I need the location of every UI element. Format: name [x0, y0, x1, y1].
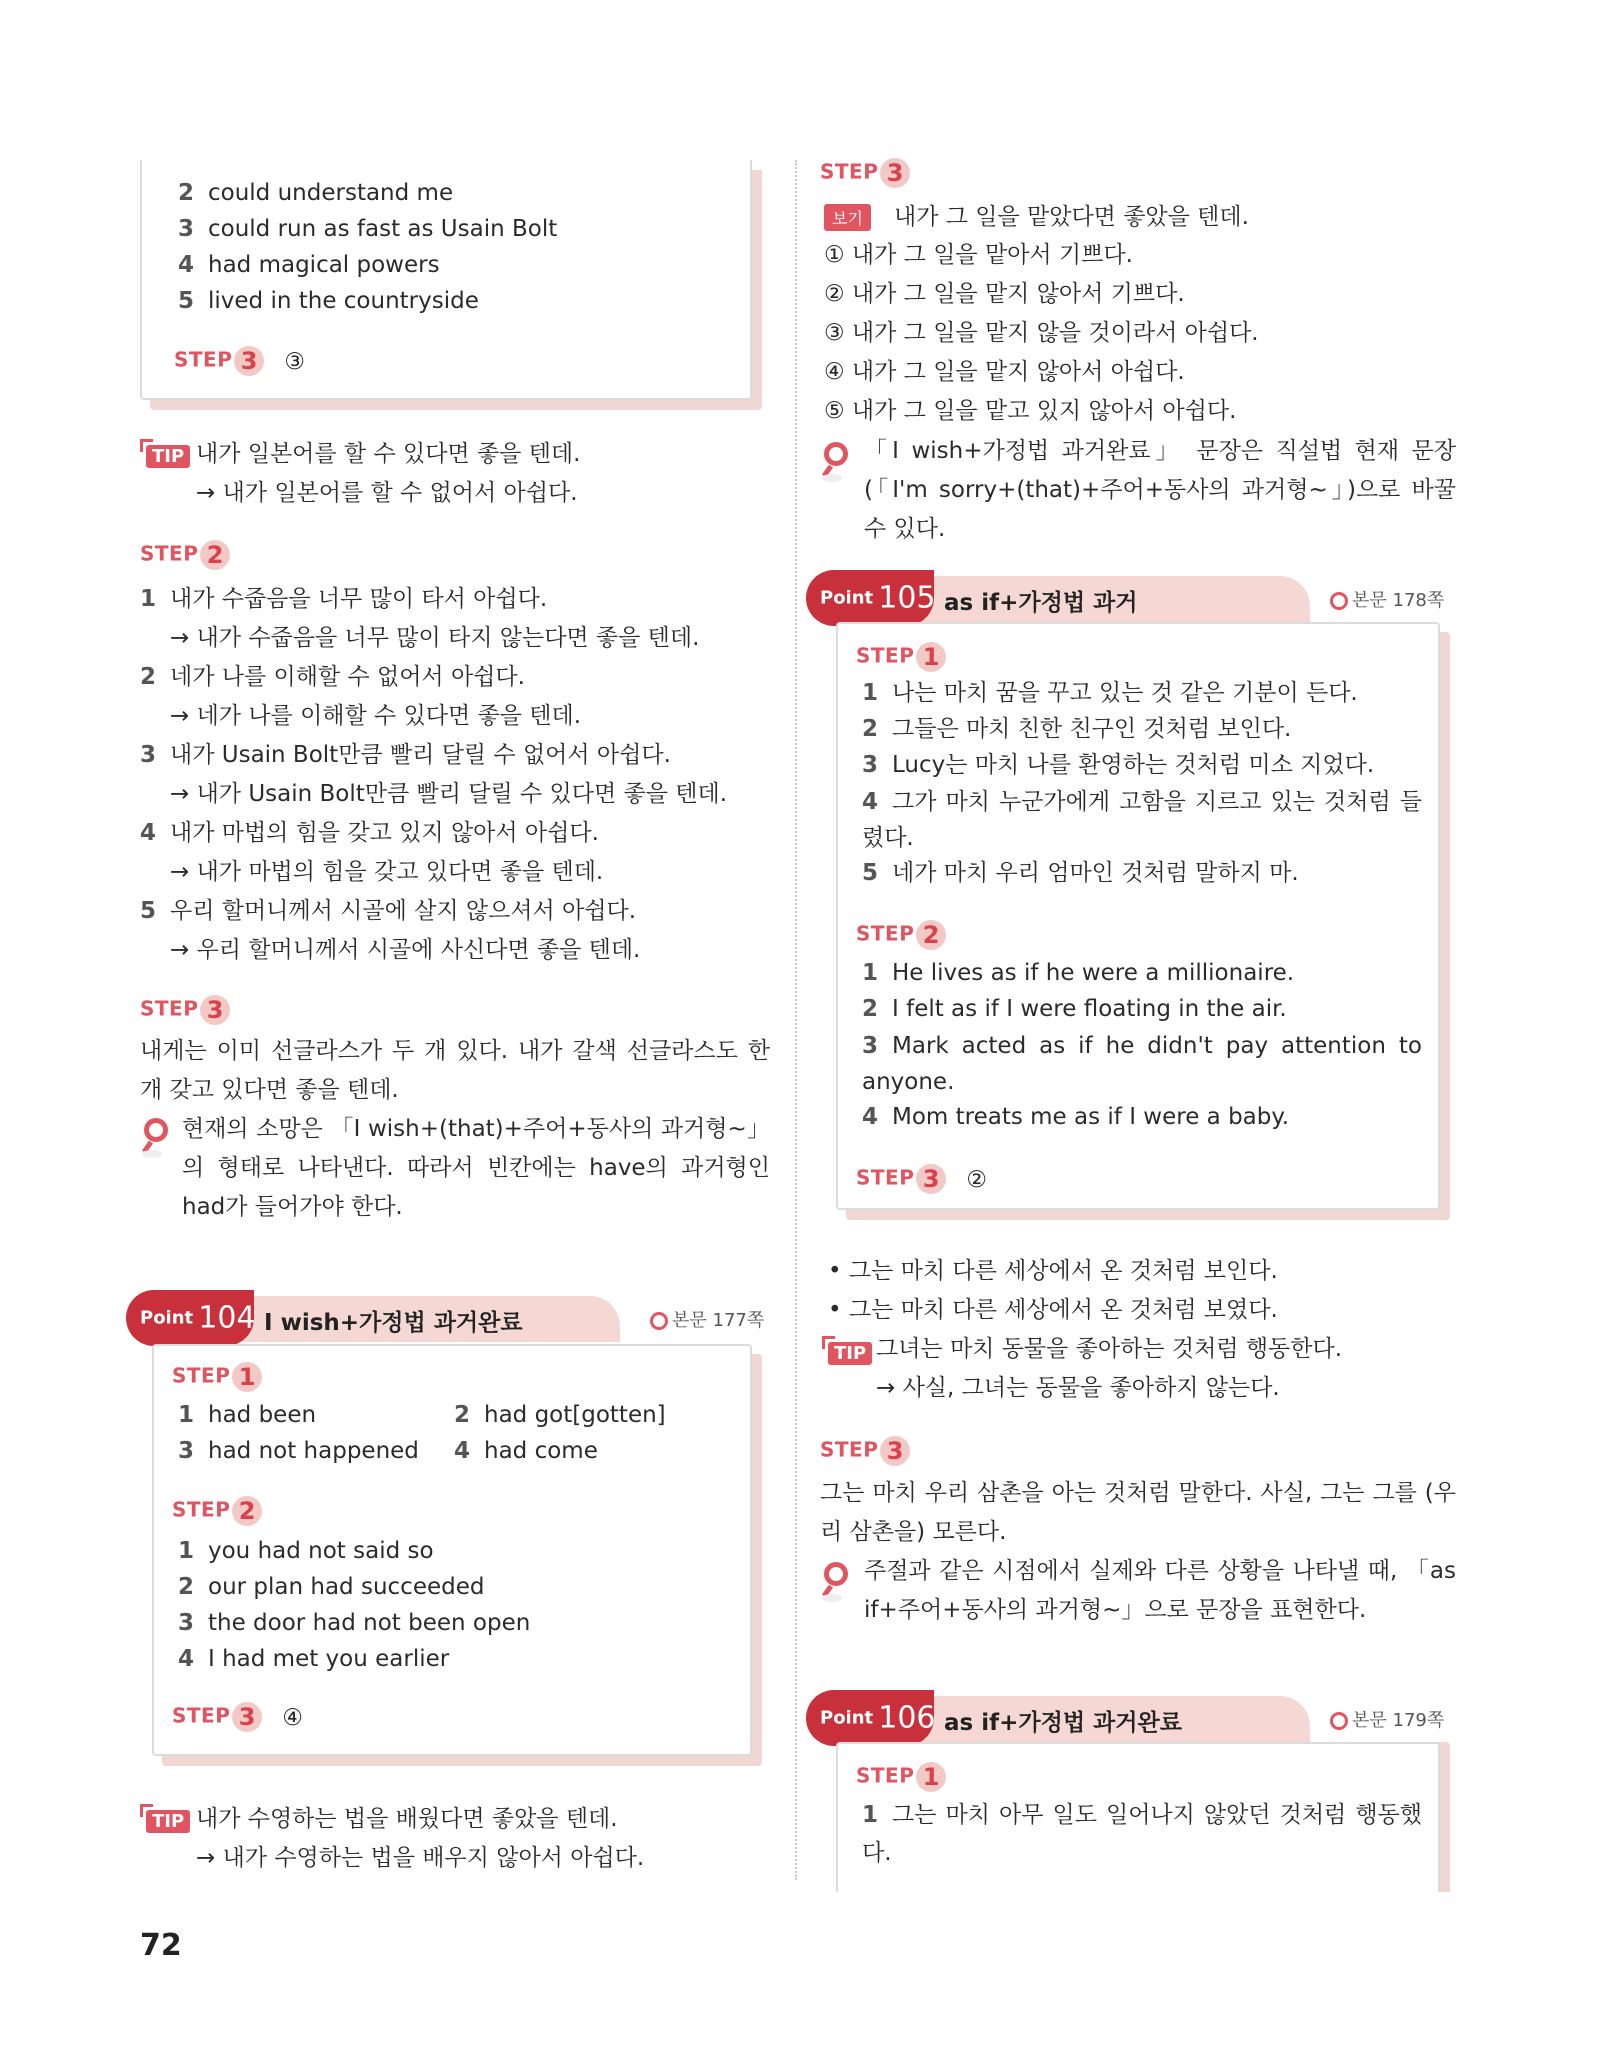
list-item: 4 I had met you earlier [178, 1646, 450, 1672]
list-item: 2 could understand me [178, 180, 454, 206]
step1-heading: STEP 1 [856, 642, 946, 672]
bullet-list [828, 1252, 1448, 1330]
list-item: 1 had been [178, 1402, 317, 1428]
tip-text: 내가 수영하는 법을 배웠다면 좋았을 텐데. → 내가 수영하는 법을 배우지 않아서 아쉽다. [196, 1806, 645, 1871]
point-104-box [152, 1344, 752, 1756]
column-divider [795, 160, 797, 1880]
list-item: 4 그가 마치 누군가에게 고함을 지르고 있는 것처럼 들렸다. [862, 789, 1422, 851]
magnifier-shadow [822, 474, 842, 482]
point-106-box [836, 1742, 1440, 1892]
step3-answer-text: 그는 마치 우리 삼촌을 아는 것처럼 말한다. 사실, 그는 그를 (우리 삼촌을) 모른다. [820, 1480, 1456, 1545]
point-106-ref: 본문 179쪽 [1330, 1706, 1444, 1732]
option: ⑤ 내가 그 일을 맡고 있지 않아서 아쉽다. [824, 398, 1237, 424]
point-104-ref: 본문 177쪽 [650, 1306, 764, 1332]
option: ③ 내가 그 일을 맡지 않을 것이라서 아쉽다. [824, 320, 1259, 346]
step3-heading: STEP 3 [820, 1436, 910, 1466]
answer-options [824, 236, 1444, 431]
point-105-box [836, 622, 1440, 1210]
step1-heading: STEP 1 [172, 1362, 262, 1392]
point-105-title: as if+가정법 과거 [944, 590, 1138, 616]
list-item: 1 나는 마치 꿈을 꾸고 있는 것 같은 기분이 든다. [862, 680, 1358, 706]
point-105-ref: 본문 178쪽 [1330, 586, 1444, 612]
magnifier-shadow [142, 1150, 162, 1158]
step3-answer: STEP 3 ③ [174, 347, 305, 375]
list-item: 4 Mom treats me as if I were a baby. [862, 1104, 1290, 1130]
list-item: 2 our plan had succeeded [178, 1574, 485, 1600]
list-item: 2 I felt as if I were floating in the air. [862, 996, 1287, 1022]
tip-text: 그녀는 마치 동물을 좋아하는 것처럼 행동한다. → 사실, 그녀는 동물을 좋아하지 않는다. [876, 1336, 1343, 1401]
point-106-header [820, 1696, 1445, 1742]
example-badge: 보기 [824, 204, 871, 231]
step3-heading: STEP 3 [820, 158, 910, 188]
list-item: 1 그는 마치 아무 일도 일어나지 않았던 것처럼 행동했다. [862, 1802, 1422, 1866]
list-item: 3 Mark acted as if he didn't pay attention to anyone. [862, 1033, 1422, 1095]
list-item: 2 had got[gotten] [454, 1402, 666, 1428]
step3-answer-text: 내게는 이미 선글라스가 두 개 있다. 내가 갈색 선글라스도 한 개 갖고 있다면 좋을 텐데. [140, 1038, 770, 1103]
example-text: 내가 그 일을 맡았다면 좋았을 텐데. [894, 204, 1249, 230]
point-105-badge: Point 105 [806, 570, 934, 626]
list-item: 3 had not happened [178, 1438, 419, 1464]
list-item: 5 네가 마치 우리 엄마인 것처럼 말하지 마. [862, 860, 1299, 886]
tip-badge: TIP [828, 1342, 872, 1365]
option: ① 내가 그 일을 맡아서 기쁘다. [824, 242, 1133, 268]
list-item: 4 had come [454, 1438, 598, 1464]
list-item: 3 the door had not been open [178, 1610, 531, 1636]
step3-explanation: 현재의 소망은 「I wish+(that)+주어+동사의 과거형~」의 형태로 나타낸다. 따라서 빈칸에는 have의 과거형인 had가 들어가야 한다. [182, 1116, 770, 1220]
step2-list: 1 내가 수줍음을 너무 많이 타서 아쉽다. → 내가 수줍음을 너무 많이 타지 않는다면 좋을 텐데. 2 네가 나를 이해할 수 없어서 아쉽다. → 네가 나를 이해할 수 있다면 좋을 텐데. 3 내가 Usain Bolt만큼 빨리 달릴 수 없어서 아쉽다. → 내가 Usain Bolt만큼 빨리 달릴 수 있다면 좋을 텐데. 4 내가 마법의 힘을 갖고 있지 않아서 아쉽다. → 내가 마법의 힘을 갖고 있다면 좋을 텐데. 5 우리 할머니께서 시골에 살지 않으셔서 아쉽다. → 우리 할머니께서 시골에 사신다면 좋을 텐데. [140, 586, 728, 963]
list-item: 3 could run as fast as Usain Bolt [178, 216, 558, 242]
magnifier-icon [824, 1562, 848, 1586]
point-106-title: as if+가정법 과거완료 [944, 1710, 1182, 1736]
list-item: 1 He lives as if he were a millionaire. [862, 960, 1295, 986]
list-item: 1 you had not said so [178, 1538, 434, 1564]
tip-text: 내가 일본어를 할 수 있다면 좋을 텐데. → 내가 일본어를 할 수 없어서 아쉽다. [196, 441, 581, 506]
tip-badge: TIP [146, 445, 190, 468]
list-item: 5 lived in the countryside [178, 288, 479, 314]
point-105-header [820, 576, 1445, 622]
point-106-badge: Point 106 [806, 1690, 934, 1746]
magnifier-icon [144, 1118, 168, 1142]
tip-badge: TIP [146, 1810, 190, 1833]
bullet-item: • 그는 마치 다른 세상에서 온 것처럼 보인다. [828, 1258, 1278, 1284]
answer-box-continued [140, 160, 752, 400]
step3-explanation: 주절과 같은 시점에서 실제와 다른 상황을 나타낼 때, 「as if+주어+동사의 과거형~」으로 문장을 표현한다. [864, 1558, 1456, 1623]
magnifier-icon [824, 442, 848, 466]
point-104-title: I wish+가정법 과거완료 [264, 1310, 523, 1336]
ref-dot-icon [1330, 592, 1348, 610]
step1-heading: STEP 1 [856, 1762, 946, 1792]
ref-dot-icon [1330, 1712, 1348, 1730]
step3-answer: STEP 3 ② [856, 1165, 987, 1193]
list-item: 4 had magical powers [178, 252, 440, 278]
step3-answer: STEP 3 ④ [172, 1703, 303, 1731]
point-104-badge: Point 104 [126, 1290, 254, 1346]
page-number: 72 [140, 1928, 182, 1963]
step3-explanation: 「I wish+가정법 과거완료」 문장은 직설법 현재 문장(「I'm sorry+(that)+주어+동사의 과거형~」)으로 바꿀 수 있다. [864, 438, 1456, 542]
list-item: 3 Lucy는 마치 나를 환영하는 것처럼 미소 지었다. [862, 752, 1375, 778]
step3-heading: STEP 3 [140, 995, 230, 1025]
step2-heading: STEP 2 [172, 1496, 262, 1526]
magnifier-shadow [822, 1594, 842, 1602]
bullet-item: • 그는 마치 다른 세상에서 온 것처럼 보였다. [828, 1297, 1278, 1323]
step2-heading: STEP 2 [140, 540, 230, 570]
list-item: 2 그들은 마치 친한 친구인 것처럼 보인다. [862, 716, 1292, 742]
ref-dot-icon [650, 1312, 668, 1330]
option: ② 내가 그 일을 맡지 않아서 기쁘다. [824, 281, 1185, 307]
option: ④ 내가 그 일을 맡지 않아서 아쉽다. [824, 359, 1185, 385]
step2-heading: STEP 2 [856, 920, 946, 950]
point-104-header [140, 1296, 765, 1342]
